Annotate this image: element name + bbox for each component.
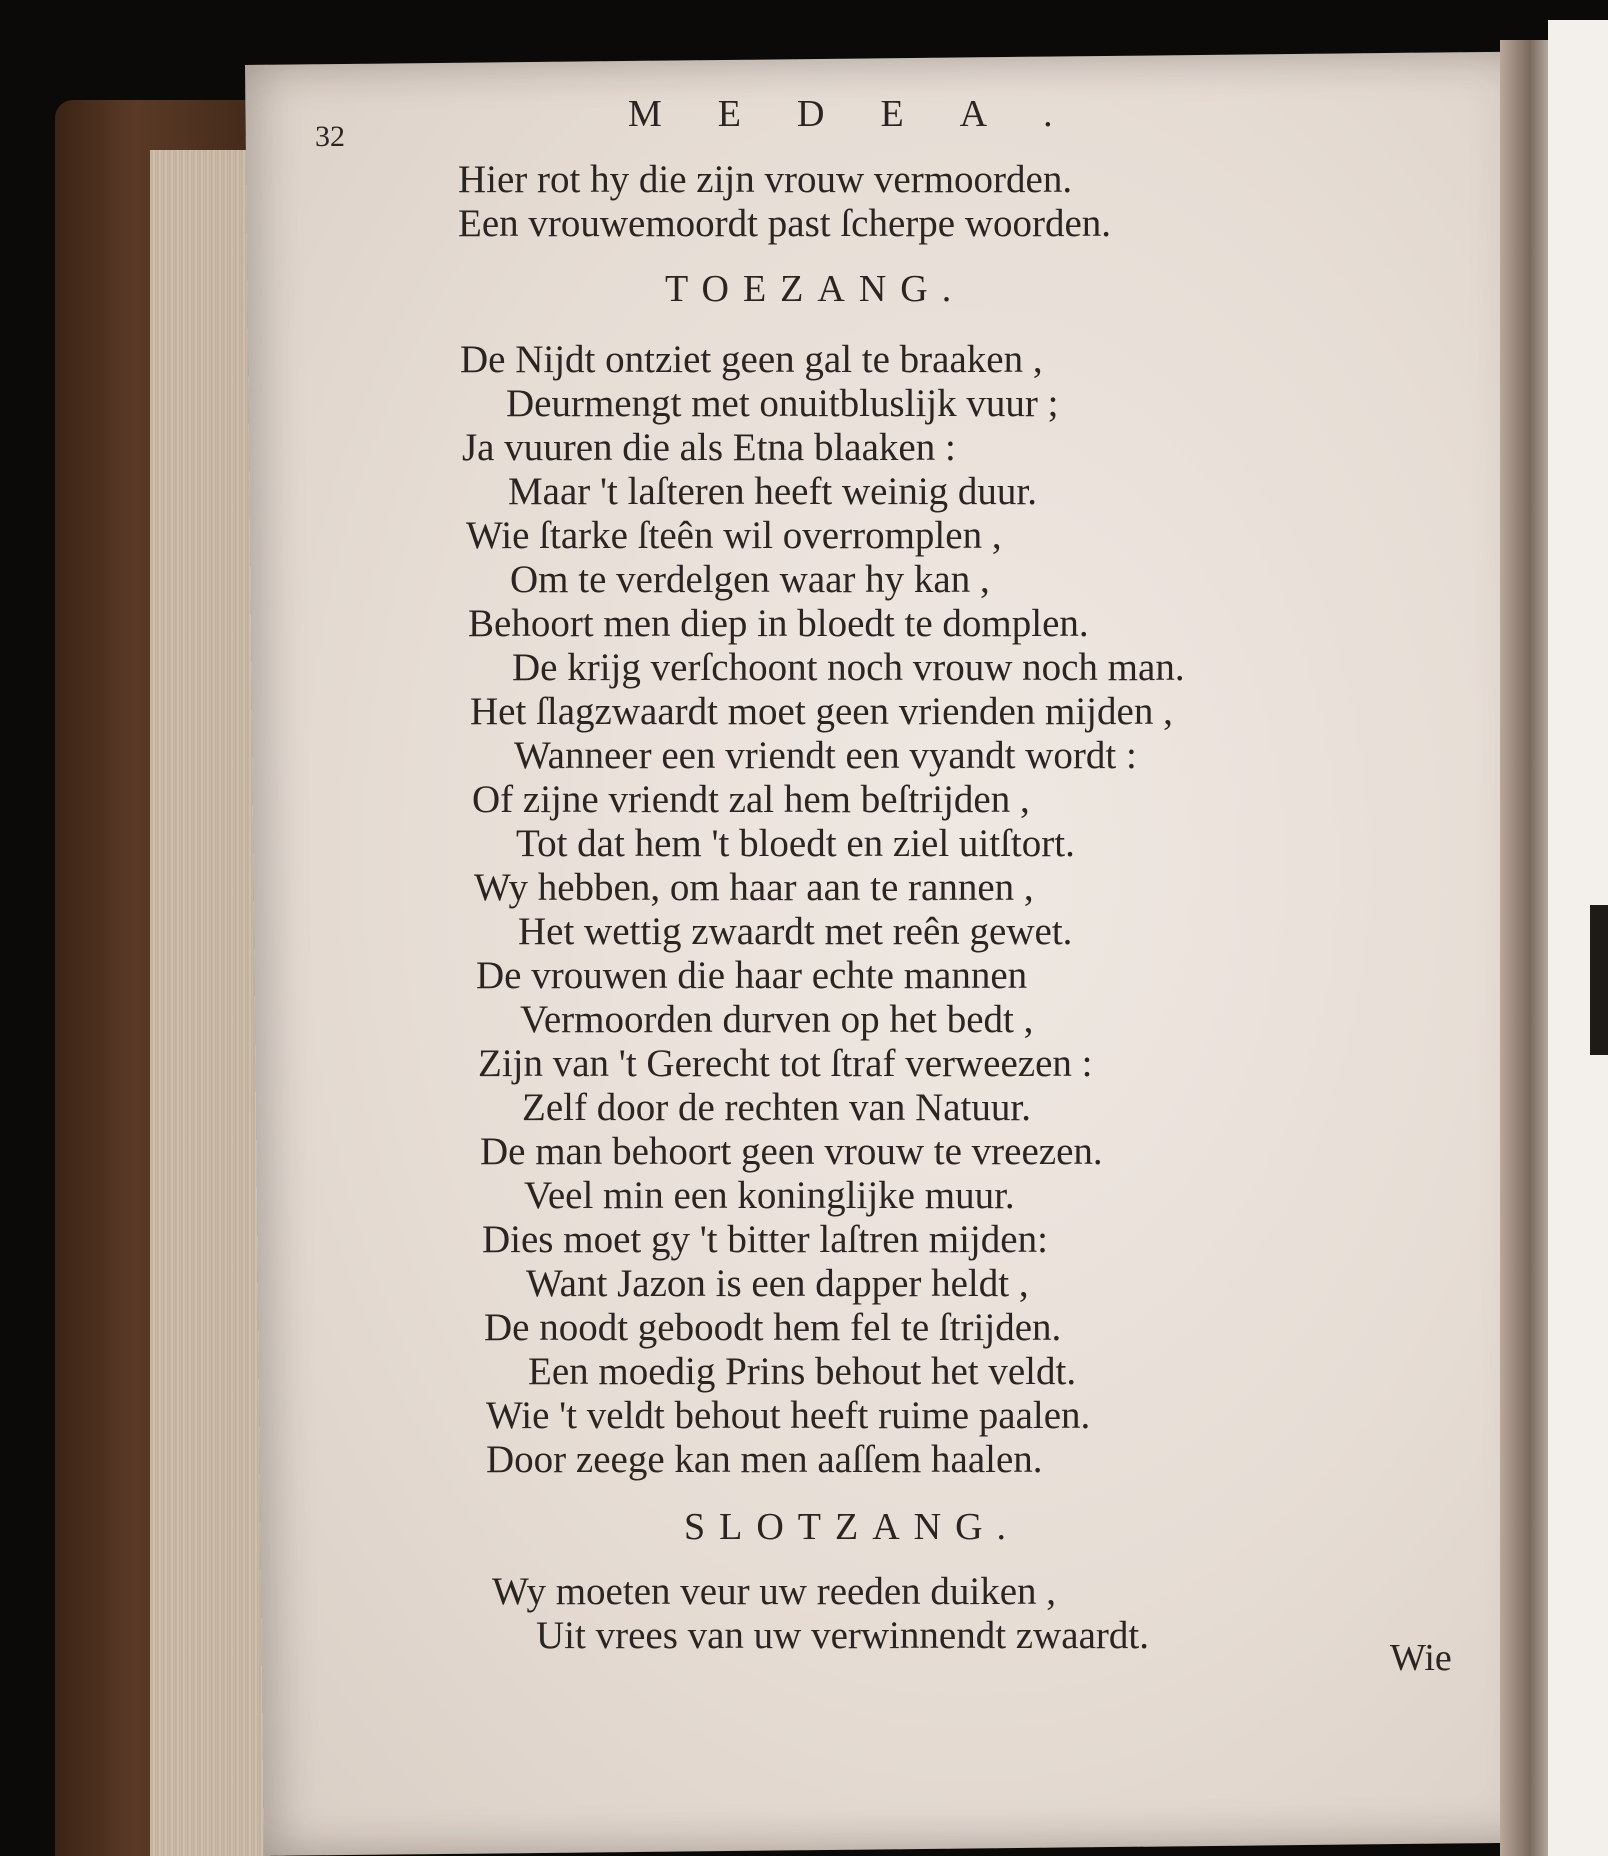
- verse-line: Uit vrees van uw verwinnendt zwaardt.: [536, 1614, 1149, 1657]
- verse-line: Wie 't veldt behout heeft ruime paalen.: [486, 1394, 1091, 1437]
- opening-line: Hier rot hy die zijn vrouw vermoorden.: [458, 158, 1073, 201]
- verse-line: Ja vuuren die als Etna blaaken :: [462, 426, 956, 469]
- verse-line: Dies moet gy 't bitter laſtren mijden:: [482, 1218, 1048, 1261]
- opening-line: Een vrouwemoordt past ſcherpe woorden.: [458, 202, 1112, 245]
- verse-line: Een moedig Prins behout het veldt.: [528, 1350, 1077, 1393]
- verse-line: Tot dat hem 't bloedt en ziel uitſtort.: [516, 822, 1075, 865]
- verse-line: Om te verdelgen waar hy kan ,: [510, 558, 990, 601]
- verse-line: Deurmengt met onuitbluslijk vuur ;: [506, 382, 1059, 425]
- verse-line: Maar 't laſteren heeft weinig duur.: [508, 470, 1037, 513]
- running-head: MEDEA.: [628, 93, 1109, 135]
- verse-line: Het wettig zwaardt met reên gewet.: [518, 910, 1073, 953]
- verse-line: Want Jazon is een dapper heldt ,: [526, 1262, 1029, 1305]
- verse-line: Behoort men diep in bloedt te domplen.: [468, 602, 1089, 645]
- verse-line: De man behoort geen vrouw te vreezen.: [480, 1130, 1103, 1173]
- verse-line: De vrouwen die haar echte mannen: [476, 954, 1028, 997]
- section-heading: TOEZANG.: [665, 268, 966, 310]
- section-heading: SLOTZANG.: [684, 1506, 1021, 1548]
- verse-line: Veel min een koninglijke muur.: [524, 1174, 1015, 1217]
- verse-line: Wie ſtarke ſteên wil overromplen ,: [466, 514, 1002, 557]
- page-number: 32: [315, 120, 345, 153]
- verse-line: Wy hebben, om haar aan te rannen ,: [474, 866, 1034, 909]
- facing-page-letter-fragment: [1590, 905, 1608, 1055]
- verse-line: De noodt geboodt hem fel te ſtrijden.: [484, 1306, 1062, 1349]
- catchword: Wie: [1390, 1637, 1452, 1679]
- verse-line: Of zijne vriendt zal hem beſtrijden ,: [472, 778, 1030, 821]
- verse-line: Zijn van 't Gerecht tot ſtraf verweezen :: [478, 1042, 1093, 1085]
- verse-line: De krijg verſchoont noch vrouw noch man.: [512, 646, 1185, 689]
- verse-line: Zelf door de rechten van Natuur.: [522, 1086, 1031, 1129]
- verse-line: Het ſlagzwaardt moet geen vrienden mijden ,: [470, 690, 1173, 733]
- verse-line: De Nijdt ontziet geen gal te braaken ,: [460, 338, 1043, 381]
- verse-line: Wy moeten veur uw reeden duiken ,: [492, 1570, 1057, 1613]
- verse-line: Wanneer een vriendt een vyandt wordt :: [514, 734, 1137, 777]
- verse-line: Door zeege kan men aaſſem haalen.: [486, 1438, 1043, 1481]
- verse-line: Vermoorden durven op het bedt ,: [520, 998, 1034, 1041]
